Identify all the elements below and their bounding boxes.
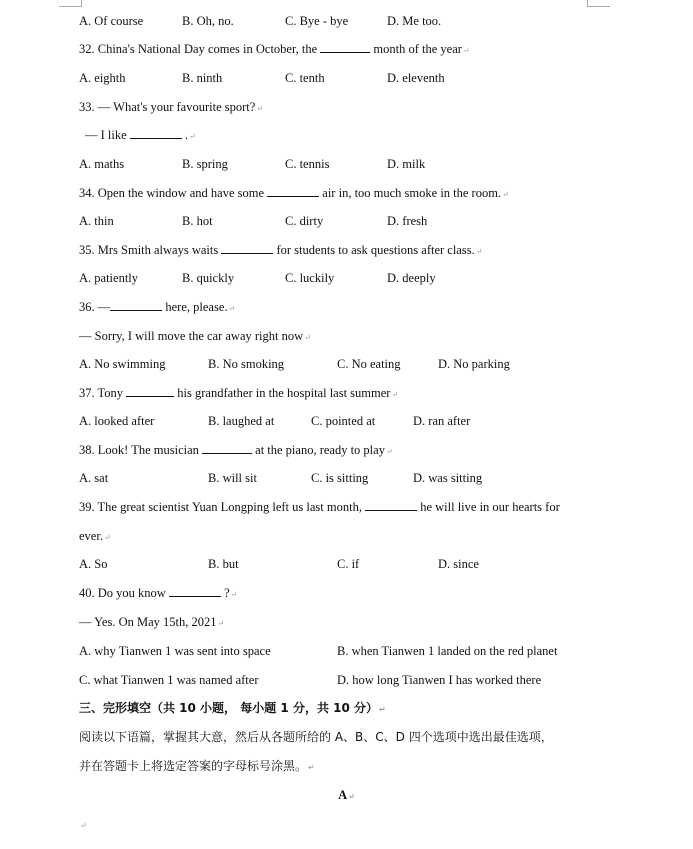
option-c: C. pointed at [311, 414, 376, 428]
option-a: A. patiently [79, 271, 139, 285]
option-a: A. sat [79, 471, 109, 485]
empty-paragraph: ↵ [80, 821, 87, 830]
option-c: C. tenth [285, 71, 325, 85]
question-text: air in, too much smoke in the room. [322, 186, 502, 200]
question-33-reply: — I like .↵ [85, 128, 196, 142]
question-text: he will live in our hearts for [420, 500, 560, 514]
instruction-text: 阅读以下语篇，掌握其大意，然后从各题所给的 A、B、C、D 四个选项中选出最佳选项， [79, 730, 553, 744]
question-35: 35. Mrs Smith always waits for students to ask questions after class.↵ [79, 243, 483, 257]
section-instructions-cont: 并在答题卡上将选定答案的字母标号涂黑。↵ [79, 759, 315, 773]
question-text: 34. Open the window and have some [79, 186, 265, 200]
answer-blank [130, 127, 182, 139]
answer-blank [202, 442, 252, 454]
option-b: B. quickly [182, 271, 235, 285]
margin-corner-left [59, 0, 82, 7]
section-instructions [79, 729, 553, 745]
option-c: C. is sitting [311, 471, 369, 485]
question-text: 33. — What's your favourite sport? [79, 100, 256, 114]
question-32: 32. China's National Day comes in October, the month of the year↵ [79, 42, 470, 56]
question-text: 39. The great scientist Yuan Longping left us last month, [79, 500, 362, 514]
option-d: D. ran after [413, 414, 471, 428]
option-d: D. was sitting [413, 471, 483, 485]
option-d: D. fresh [387, 214, 428, 228]
option-b: B. will sit [208, 471, 257, 485]
option-a: A. eighth [79, 71, 126, 85]
option-a: A. why Tianwen 1 was sent into space [79, 644, 271, 658]
answer-blank [110, 299, 162, 311]
option-c: C. Bye - bye [285, 14, 349, 28]
question-text: 37. Tony [79, 386, 124, 400]
question-text: 38. Look! The musician [79, 443, 199, 457]
option-c: C. what Tianwen 1 was named after [79, 673, 259, 687]
option-b: B. laughed at [208, 414, 275, 428]
question-text: 35. Mrs Smith always waits [79, 243, 219, 257]
option-c: C. tennis [285, 157, 330, 171]
option-c: C. if [337, 557, 360, 571]
question-text: — I like [85, 128, 127, 142]
option-d: D. how long Tianwen I has worked there [337, 673, 542, 687]
answer-blank [320, 41, 370, 53]
question-text: — Sorry, I will move the car away right now [79, 329, 304, 343]
section-title: 三、完形填空（共 10 小题， 每小题 1 分，共 10 分） [79, 701, 378, 715]
passage-letter: A [338, 788, 348, 802]
option-a: A. So [79, 557, 108, 571]
question-text: 36. — [79, 300, 111, 314]
question-text: 40. Do you know [79, 586, 166, 600]
question-text: at the piano, ready to play [255, 443, 385, 457]
instruction-text: 并在答题卡上将选定答案的字母标号涂黑。 [79, 759, 308, 773]
question-text: month of the year [373, 42, 462, 56]
question-39-cont: ever.↵ [79, 529, 111, 543]
option-b: B. spring [182, 157, 228, 171]
answer-blank [126, 385, 174, 397]
option-b: B. Oh, no. [182, 14, 234, 28]
option-a: A. thin [79, 214, 114, 228]
option-a: A. No swimming [79, 357, 166, 371]
option-b: B. No smoking [208, 357, 285, 371]
option-d: D. since [438, 557, 479, 571]
question-text: ? [224, 586, 230, 600]
question-38: 38. Look! The musician at the piano, ready to play↵ [79, 443, 393, 457]
option-b: B. but [208, 557, 239, 571]
question-34: 34. Open the window and have some air in, too much smoke in the room.↵ [79, 186, 509, 200]
margin-corner-right [587, 0, 610, 7]
option-d: D. deeply [387, 271, 436, 285]
question-text: his grandfather in the hospital last summer [177, 386, 391, 400]
question-36-reply: — Sorry, I will move the car away right now↵ [79, 329, 311, 343]
answer-blank [365, 499, 417, 511]
question-36: 36. — here, please.↵ [79, 300, 236, 314]
option-c: C. dirty [285, 214, 324, 228]
question-text: here, please. [165, 300, 228, 314]
question-text: for students to ask questions after class. [276, 243, 475, 257]
answer-blank [221, 242, 273, 254]
option-b: B. hot [182, 214, 213, 228]
question-40: 40. Do you know ?↵ [79, 586, 238, 600]
option-d: D. Me too. [387, 14, 442, 28]
section-heading: 三、完形填空（共 10 小题， 每小题 1 分，共 10 分）↵ [79, 701, 386, 715]
option-c: C. No eating [337, 357, 401, 371]
question-33: 33. — What's your favourite sport?↵ [79, 100, 263, 114]
question-37: 37. Tony his grandfather in the hospital last summer↵ [79, 386, 399, 400]
option-c: C. luckily [285, 271, 335, 285]
option-b: B. ninth [182, 71, 223, 85]
question-text: 32. China's National Day comes in October, the [79, 42, 318, 56]
answer-blank [169, 585, 221, 597]
option-d: D. milk [387, 157, 426, 171]
option-d: D. eleventh [387, 71, 445, 85]
option-a: A. Of course [79, 14, 144, 28]
option-a: A. looked after [79, 414, 155, 428]
option-d: D. No parking [438, 357, 510, 371]
option-a: A. maths [79, 157, 125, 171]
passage-label: A↵ [338, 788, 355, 802]
question-40-reply: — Yes. On May 15th, 2021↵ [79, 615, 225, 629]
question-text: ever. [79, 529, 103, 543]
question-39 [79, 499, 560, 515]
option-b: B. when Tianwen 1 landed on the red planet [337, 644, 558, 658]
question-text: — Yes. On May 15th, 2021 [79, 615, 217, 629]
answer-blank [267, 185, 319, 197]
